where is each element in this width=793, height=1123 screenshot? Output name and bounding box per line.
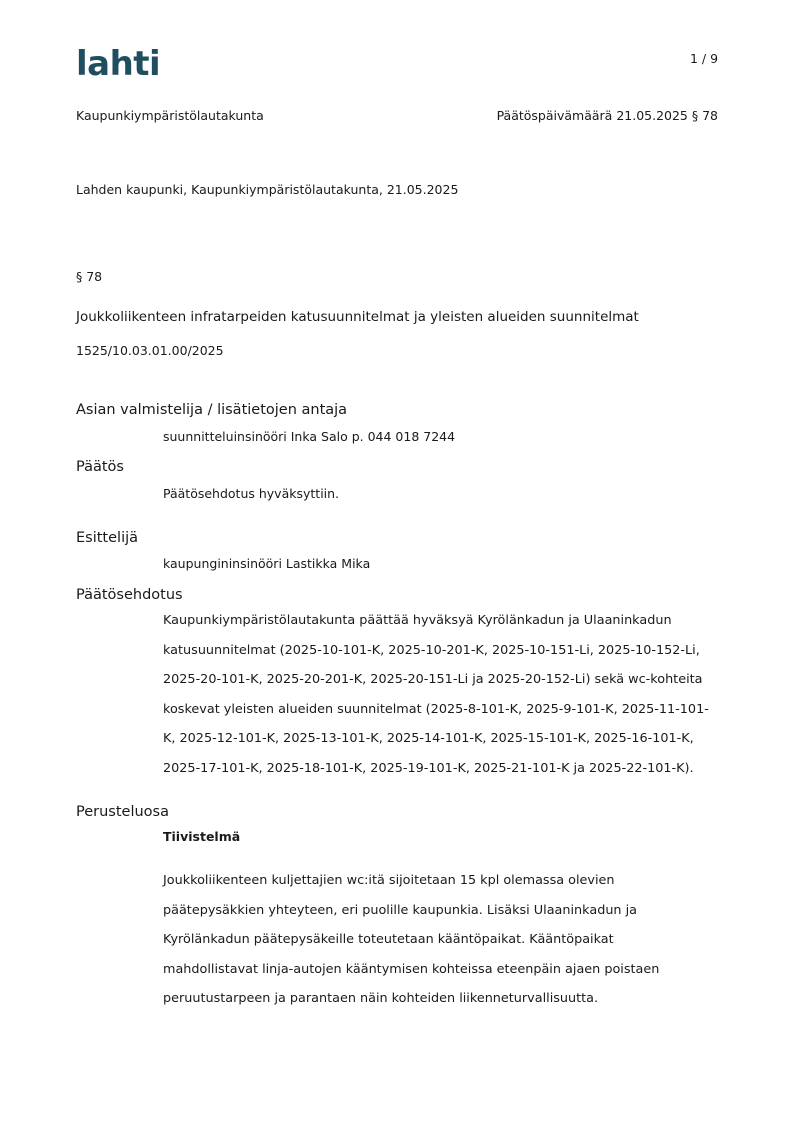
meeting-line: Lahden kaupunki, Kaupunkiympäristölautakunta, 21.05.2025 xyxy=(76,182,459,197)
proposal-line: katusuunnitelmat (2025-10-101-K, 2025-10-201-K, 2025-10-151-Li, 2025-10-152-Li, xyxy=(163,642,700,658)
summary-line: Kyrölänkadun päätepysäkeille toteutetaan kääntöpaikat. Kääntöpaikat xyxy=(163,932,614,947)
section-number: § 78 xyxy=(76,269,103,284)
document-title: Joukkoliikenteen infratarpeiden katusuunnitelmat ja yleisten alueiden suunnitelmat xyxy=(76,309,639,325)
proposal-line: K, 2025-12-101-K, 2025-13-101-K, 2025-14-101-K, 2025-15-101-K, 2025-16-101-K, xyxy=(163,731,694,746)
summary-line: päätepysäkkien yhteyteen, eri puolille kaupunkia. Lisäksi Ulaaninkadun ja xyxy=(163,902,638,918)
board-name: Kaupunkiympäristölautakunta xyxy=(76,108,264,123)
record-id: 1525/10.03.01.00/2025 xyxy=(76,343,224,358)
decision-value: Päätösehdotus hyväksyttiin. xyxy=(163,486,340,501)
decision-date: Päätöspäivämäärä 21.05.2025 § 78 xyxy=(496,108,718,123)
page-number: 1 / 9 xyxy=(690,51,719,66)
summary-line: Joukkoliikenteen kuljettajien wc:itä sijoitetaan 15 kpl olemassa olevien xyxy=(163,873,615,888)
proposal-line: Kaupunkiympäristölautakunta päättää hyväksyä Kyrölänkadun ja Ulaaninkadun xyxy=(163,613,672,628)
proposal-line: 2025-20-101-K, 2025-20-201-K, 2025-20-151-Li ja 2025-20-152-Li) sekä wc-kohteita xyxy=(163,672,703,687)
proposal-text xyxy=(163,606,723,783)
presenter-label: Esittelijä xyxy=(76,530,139,546)
proposal-label: Päätösehdotus xyxy=(76,587,183,603)
proposal-line: koskevat yleisten alueiden suunnitelmat (2025-8-101-K, 2025-9-101-K, 2025-11-101- xyxy=(163,701,709,717)
preparer-value: suunnitteluinsinööri Inka Salo p. 044 018 7244 xyxy=(163,429,456,444)
summary-line: mahdollistavat linja-autojen kääntymisen kohteissa eteenpäin ajaen poistaen xyxy=(163,961,660,977)
preparer-label: Asian valmistelija / lisätietojen antaja xyxy=(76,402,348,418)
summary-line: peruutustarpeen ja parantaen näin kohteiden liikenneturvallisuutta. xyxy=(163,991,599,1006)
presenter-value: kaupungininsinööri Lastikka Mika xyxy=(163,556,371,571)
summary-heading: Tiivistelmä xyxy=(163,829,241,844)
rationale-label: Perusteluosa xyxy=(76,804,169,820)
decision-label: Päätös xyxy=(76,459,124,475)
lahti-logo: lahti xyxy=(76,44,161,84)
proposal-line: 2025-17-101-K, 2025-18-101-K, 2025-19-101-K, 2025-21-101-K ja 2025-22-101-K). xyxy=(163,760,694,776)
summary-text xyxy=(163,866,723,1014)
